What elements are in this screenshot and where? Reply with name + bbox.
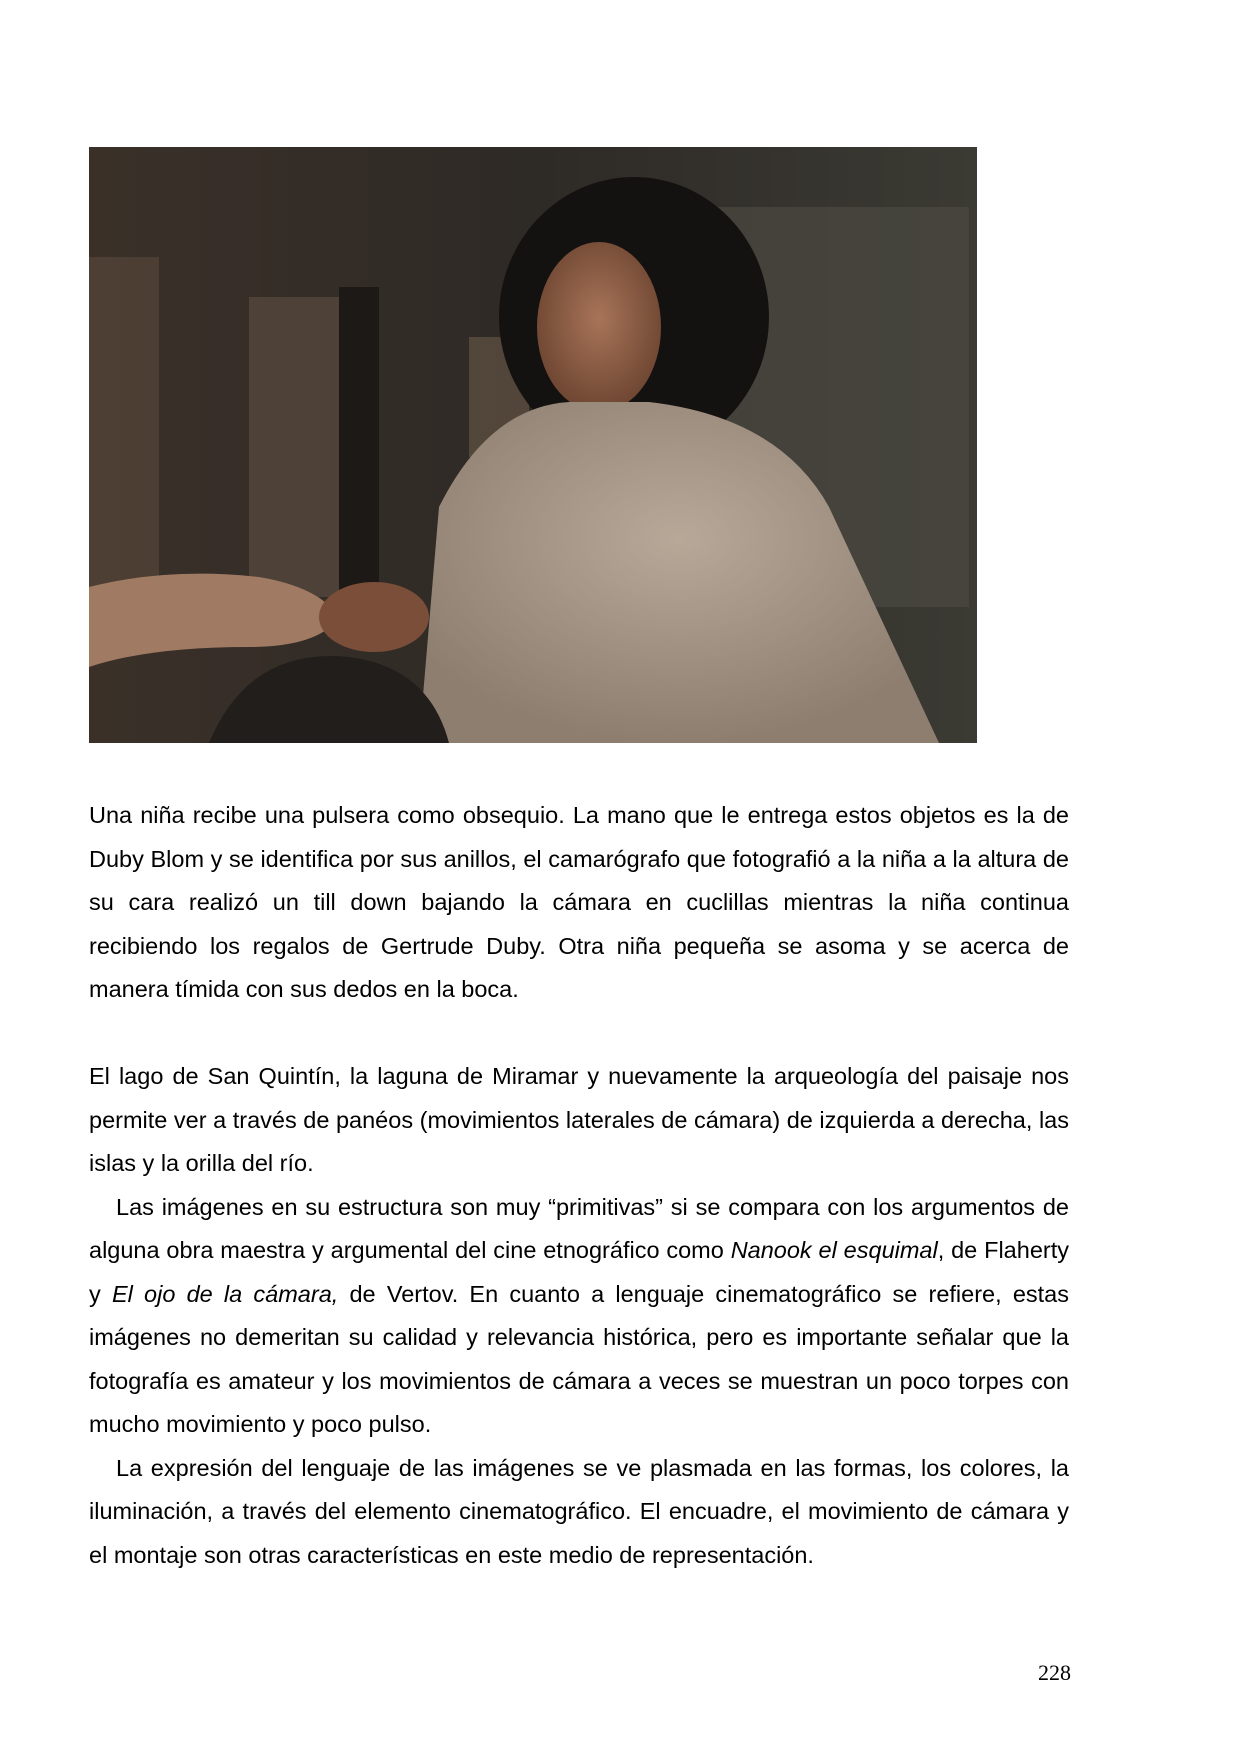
paragraph-1: Una niña recibe una pulsera como obsequio. La mano que le entrega estos objetos es la de Duby Blom y se identifica por sus anillos, el camarógrafo que fotografió a la niña a la altura de su cara realizó un till down bajando la cámara en cuclillas mientras la niña continua recibiendo los regalos de Gertrude Duby. Otra niña pequeña se asoma y se acerca de manera tímida con sus dedos en la boca. — [89, 802, 1069, 1002]
photograph-icon — [89, 147, 977, 743]
film-still-photo — [89, 147, 977, 743]
paragraph-3-part-b: , de Flaherty y — [89, 1237, 1069, 1307]
paragraph-3-part-c: de Vertov. En cuanto a lenguaje cinematográfico se refiere, estas imágenes no demeritan su calidad y relevancia histórica, pero es importante señalar que la fotografía es amateur y los movimientos de cámara a veces se muestran un poco torpes con mucho movimiento y poco pulso. — [89, 1280, 1069, 1437]
paragraph-3 — [89, 1186, 1069, 1447]
paragraph-2: El lago de San Quintín, la laguna de Miramar y nuevamente la arqueología del paisaje nos permite ver a través de panéos (movimientos laterales de cámara) de izquierda a derecha, las islas y la orilla del río. — [89, 1063, 1069, 1176]
film-title-ojo-camara: El ojo de la cámara, — [111, 1280, 339, 1307]
film-title-nanook: Nanook el esquimal — [730, 1237, 938, 1263]
text-block-2 — [89, 1055, 1069, 1577]
paragraph-4: La expresión del lenguaje de las imágenes se ve plasmada en las formas, los colores, la iluminación, a través del elemento cinematográfico. El encuadre, el movimiento de cámara y el montaje son otras características en este medio de representación. — [89, 1454, 1069, 1568]
text-block-1 — [89, 794, 1069, 1012]
page-number: 228 — [1038, 1660, 1071, 1685]
paragraph-3-part-a: Las imágenes en su estructura son muy “primitivas” si se compara con los argumentos de alguna obra maestra y argumental del cine etnográfico como — [89, 1193, 1069, 1263]
